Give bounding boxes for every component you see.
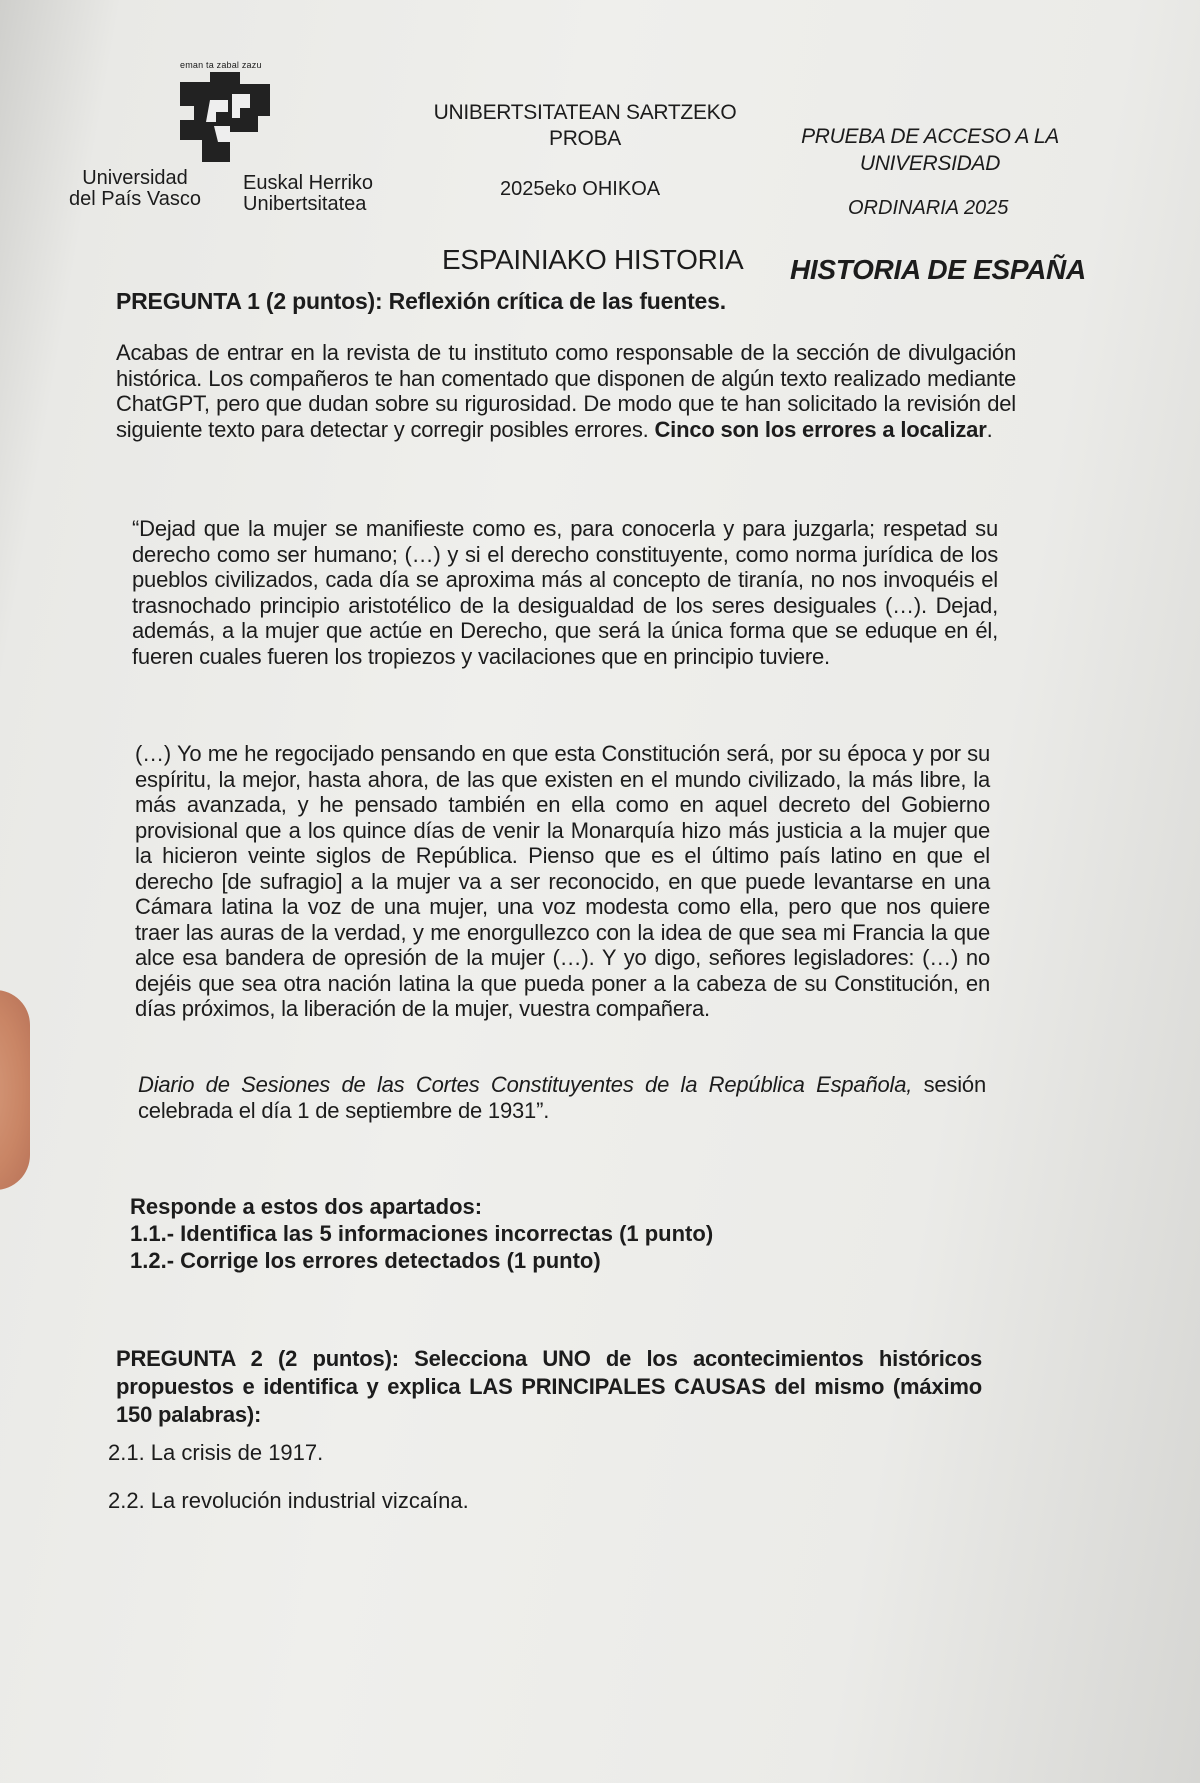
question1-intro: Acabas de entrar en la revista de tu instituto como responsable de la sección de divulgación histórica. Los compañeros te han comentado que disponen de algún texto realizado mediante ChatGPT, pero que dudan sobre su rigurosidad. De modo que te han solicitado la revisión del siguiente texto para detectar y corregir posibles errores. Cinco son los errores a localizar. [116,340,1016,442]
quote-source: Diario de Sesiones de las Cortes Constituyentes de la República Española, sesión celebrada el día 1 de septiembre de 1931”. [138,1072,986,1123]
question2-option-2: 2.2. La revolución industrial vizcaína. [108,1488,469,1513]
question1-title: PREGUNTA 1 (2 puntos): Reflexión crítica de las fuentes. [116,288,726,314]
question1-tasks [130,1193,713,1274]
finger-edge [0,990,30,1190]
quote-paragraph-2: (…) Yo me he regocijado pensando en que esta Constitución será, por su época y por su espíritu, la mejor, hasta ahora, de las que existen en el mundo civilizado, la más libre, la más avanzada, y he pensado también en ella como en aquel decreto del Gobierno provisional que a los quince días de venir la Monarquía hizo más justicia a la mujer que la hicieron veinte siglos de República. Pienso que es el último país latino en que el derecho [de sufragio] a la mujer va a ser reconocido, en que puede levantarse en una Cámara latina la voz de una mujer, una voz modesta como ella, pero que nos quiere traer las auras de la verdad, y me enorgullezco con la idea de que sea mi Francia la que alce esa bandera de opresión de la mujer (…). Y yo digo, señores legisladores: (…) no dejéis que sea otra nación latina la que pueda poner a la cabeza de su Constitución, en días próximos, la liberación de la mujer, vuestra compañera. [135,741,990,1021]
exam-title-eu: UNIBERTSITATEAN SARTZEKO PROBA [433,101,737,150]
question2-option-1: 2.1. La crisis de 1917. [108,1440,324,1465]
respond-heading: Responde a estos dos apartados: [130,1194,483,1219]
subject-eu: ESPAINIAKO HISTORIA [442,244,744,275]
university-logo-icon [170,72,280,162]
session-es: ORDINARIA 2025 [848,197,1009,219]
subject-es: HISTORIA DE ESPAÑA [790,254,1086,285]
errors-count-note: Cinco son los errores a localizar [654,416,987,442]
task-1-2: 1.2.- Corrige los errores detectados (1 punto) [130,1248,601,1273]
quote-paragraph-1: “Dejad que la mujer se manifieste como es, para conocerla y para juzgarla; respetad su derecho como ser humano; (…) y si el derecho constituyente, como norma jurídica de los pueblos civilizados, cada día se aproxima más al concepto de tiranía, no nos invoquéis el trasnochado principio aristotélico de la desigualdad de los seres desiguales (…). Dejad, además, a la mujer que actúe en Derecho, que será la única forma que se eduque en él, fueren cuales fueren los tropiezos y vacilaciones que en principio tuviere. [132,516,998,669]
session-eu: 2025eko OHIKOA [500,178,661,200]
exam-title-es: PRUEBA DE ACCESO A LA UNIVERSIDAD [801,125,1059,175]
question2-title: PREGUNTA 2 (2 puntos): Selecciona UNO de los acontecimientos históricos propuestos e identifica y explica LAS PRINCIPALES CAUSAS del mismo (máximo 150 palabras): [116,1346,982,1427]
university-name-es: Universidad del País Vasco [69,167,201,210]
university-name-eu: Euskal Herriko Unibertsitatea [243,172,374,215]
task-1-1: 1.1.- Identifica las 5 informaciones incorrectas (1 punto) [130,1221,714,1246]
logo-tagline: eman ta zabal zazu [180,60,262,70]
